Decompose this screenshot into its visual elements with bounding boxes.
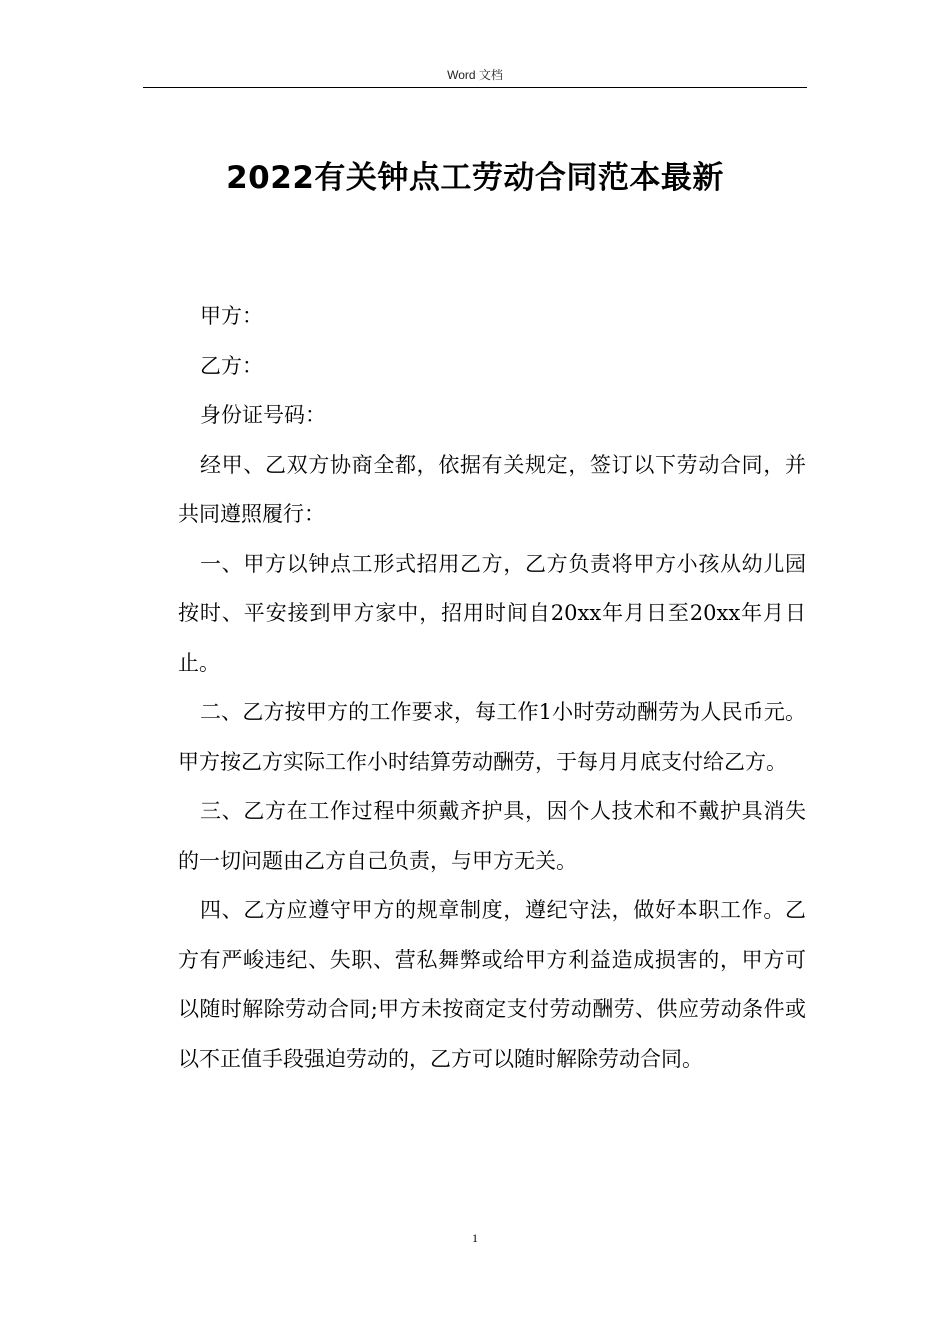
paragraph-party-a: 甲方： xyxy=(200,304,263,328)
paragraph-clause-2: 二、乙方按甲方的工作要求，每工作1小时劳动酬劳为人民币元。甲方按乙方实际工作小时结算劳动酬劳，于每月月底支付给乙方。 xyxy=(178,700,806,774)
paragraph-id-number: 身份证号码： xyxy=(200,403,326,427)
paragraph-clause-3: 三、乙方在工作过程中须戴齐护具，因个人技术和不戴护具消失的一切问题由乙方自己负责，与甲方无关。 xyxy=(178,799,806,873)
page-number: 1 xyxy=(472,1231,478,1245)
paragraph-clause-1: 一、甲方以钟点工形式招用乙方，乙方负责将甲方小孩从幼儿园按时、平安接到甲方家中，招用时间自20xx年月日至20xx年月日止。 xyxy=(178,551,806,675)
paragraph-clause-4: 四、乙方应遵守甲方的规章制度，遵纪守法，做好本职工作。乙方有严峻违纪、失职、营私舞弊或给甲方利益造成损害的，甲方可以随时解除劳动合同;甲方未按商定支付劳动酬劳、供应劳动条件或以不正值手段强迫劳动的，乙方可以随时解除劳动合同。 xyxy=(178,898,806,1071)
header-divider xyxy=(143,87,807,88)
page-header-label: Word 文档 xyxy=(447,68,503,82)
paragraph-party-b: 乙方： xyxy=(200,353,263,378)
document-body xyxy=(178,292,806,1084)
paragraph-preamble: 经甲、乙双方协商全都，依据有关规定，签订以下劳动合同，并共同遵照履行： xyxy=(178,452,806,526)
document-title: 2022有关钟点工劳动合同范本最新 xyxy=(226,160,724,196)
